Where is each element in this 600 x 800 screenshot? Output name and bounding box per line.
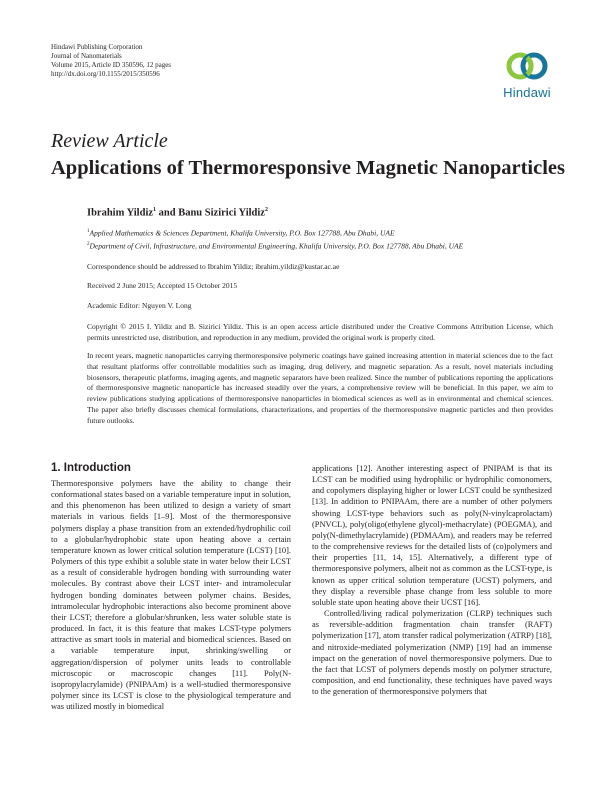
author-list (87, 207, 268, 219)
correspondence: Correspondence should be addressed to Ibrahim Yildiz; ibrahim.yildiz@kustar.ac.ae (87, 262, 340, 271)
section-heading (51, 462, 131, 474)
doi-link[interactable]: http://dx.doi.org/10.1155/2015/350596 (51, 70, 160, 78)
volume-info: Volume 2015, Article ID 350596, 12 pages (51, 61, 172, 69)
author-joiner: and (156, 207, 179, 219)
abstract: In recent years, magnetic nanoparticles carrying thermoresponsive polymeric coatings have gained increasing attention in material sciences due to the fact that resultant platforms offer controllable modalities such as imaging, drug delivery, and magnetic separation. As a result, novel materials including biosensors, therapeutic platforms, imaging agents, and magnetic separators have been realized. Since the number of publications reporting the applications of thermoresponsive magnetic nanoparticle has increased steadily over the years, a comprehensive review will be beneficial. In this paper, we aim to review publications studying applications of thermoresponsive nanoparticles in biomedical sciences as well as in environmental and chemical sciences. The paper also briefly discusses chemical formulations, characterizations, and properties of the thermoresponsive magnetic particles and then provides future outlooks. (87, 351, 553, 425)
affiliations (87, 226, 463, 251)
affil-mark: 1 (87, 229, 90, 234)
author-name: Banu Sizirici Yildiz (178, 207, 265, 219)
hindawi-wordmark: Hindawi (503, 85, 551, 100)
author-affil-mark: 2 (264, 207, 268, 213)
section-title: Introduction (63, 462, 131, 474)
article-title: Applications of Thermoresponsive Magnetic Nanoparticles (51, 157, 566, 179)
hindawi-rings-icon (505, 44, 549, 84)
article-type: Review Article (51, 130, 168, 152)
paragraph: Controlled/living radical polymerization (CLRP) techniques such as reversible-addition fragmentation chain transfer (RAFT) polymerization [17], atom transfer radical polymerization (ATRP) [18], and nitroxide-mediated polymerization (NMP) [19] had an immense impact on the generation of novel thermoresponsive polymers. Due to the fact that LCST of polymers depends mostly on polymer structure, composition, and end functionality, these techniques have paved ways to the generation of thermoresponsive polymers that (312, 609, 552, 697)
academic-editor: Academic Editor: Nguyen V. Long (87, 301, 192, 310)
affil-mark: 2 (87, 241, 90, 247)
journal-name: Journal of Nanomaterials (51, 52, 122, 60)
paragraph: Thermoresponsive polymers have the ability to change their conformational states based on a variable temperature input in solution, and this phenomenon has been utilized to design a variety of smart materials in various fields [1–9]. Most of the thermoresponsive polymers display a phase transition from an extended/hydrophilic coil to a globular/hydrophobic state upon heating above a certain temperature known as lower critical solution temperature (LCST) [10]. Polymers of this type exhibit a soluble state in water below their LCST as a result of considerable hydrogen bonding with surrounding water molecules. By contrast above their LCST inter- and intramolecular hydrogen bonding dominates between polymer chains. Besides, intramolecular hydrophobic interactions also become prominent above their LCST; therefore a globular/shrunken, less water soluble state is produced. In fact, it is this feature that makes LCST-type polymers attractive as smart tools in material and biomedical sciences. Based on a variable temperature input, shrinking/swelling or aggregation/dispersion of polymer units leads to controllable microscopic or macroscopic changes [11]. Poly(N-isopropylacrylamide) (PNIPAAm) is a well-studied thermoresponsive polymer since its LCST is close to the physiological temperature and was utilized mostly in biomedical (51, 479, 291, 712)
affiliation (87, 239, 463, 252)
left-column (51, 478, 291, 712)
affil-text: Department of Civil, Infrastructure, and Environmental Engineering, Khalifa University, P.O. Box 127788, Abu Dhabi, UAE (89, 241, 464, 250)
publisher-name: Hindawi Publishing Corporation (51, 43, 143, 51)
affil-text: Applied Mathematics & Sciences Department, Khalifa University, P.O. Box 127788, Abu Dhabi, UAE (89, 228, 395, 238)
dates: Received 2 June 2015; Accepted 15 October 2015 (87, 281, 238, 290)
section-number: 1. (51, 462, 61, 474)
right-column (312, 463, 552, 697)
author-affil-mark: 1 (153, 207, 157, 213)
hindawi-logo[interactable] (497, 44, 557, 100)
author-name: Ibrahim Yildiz (87, 207, 154, 219)
affiliation (87, 226, 463, 239)
copyright-notice: Copyright © 2015 I. Yildiz and B. Sizirici Yildiz. This is an open access article distributed under the Creative Commons Attribution License, which permits unrestricted use, distribution, and reproduction in any medium, provided the original work is properly cited. (87, 322, 553, 342)
paragraph: applications [12]. Another interesting aspect of PNIPAM is that its LCST can be modified using hydrophilic or hydrophilic comonomers, and copolymers displaying higher or lower LCST could be synthesized [13]. In addition to PNIPAAm, there are a number of other polymers showing LCST-type behaviors such as poly(N-vinylcaprolactam) (PNVCL), poly(oligo(ethylene glycol)-methacrylate) (POEGMA), and poly(N-dimethylacrylamide) (PDMAAm), and readers may be referred to the comprehensive reviews for the detailed lists of (co)polymers and their properties [11, 14, 15]. Alternatively, a different type of thermoresponsive polymers, albeit not as common as the LCST-type, is known as upper critical solution temperature (UCST) polymers, and they display a reversible phase change from less soluble to more soluble state upon heating above their UCST [16]. (312, 464, 552, 607)
journal-header (51, 43, 171, 79)
